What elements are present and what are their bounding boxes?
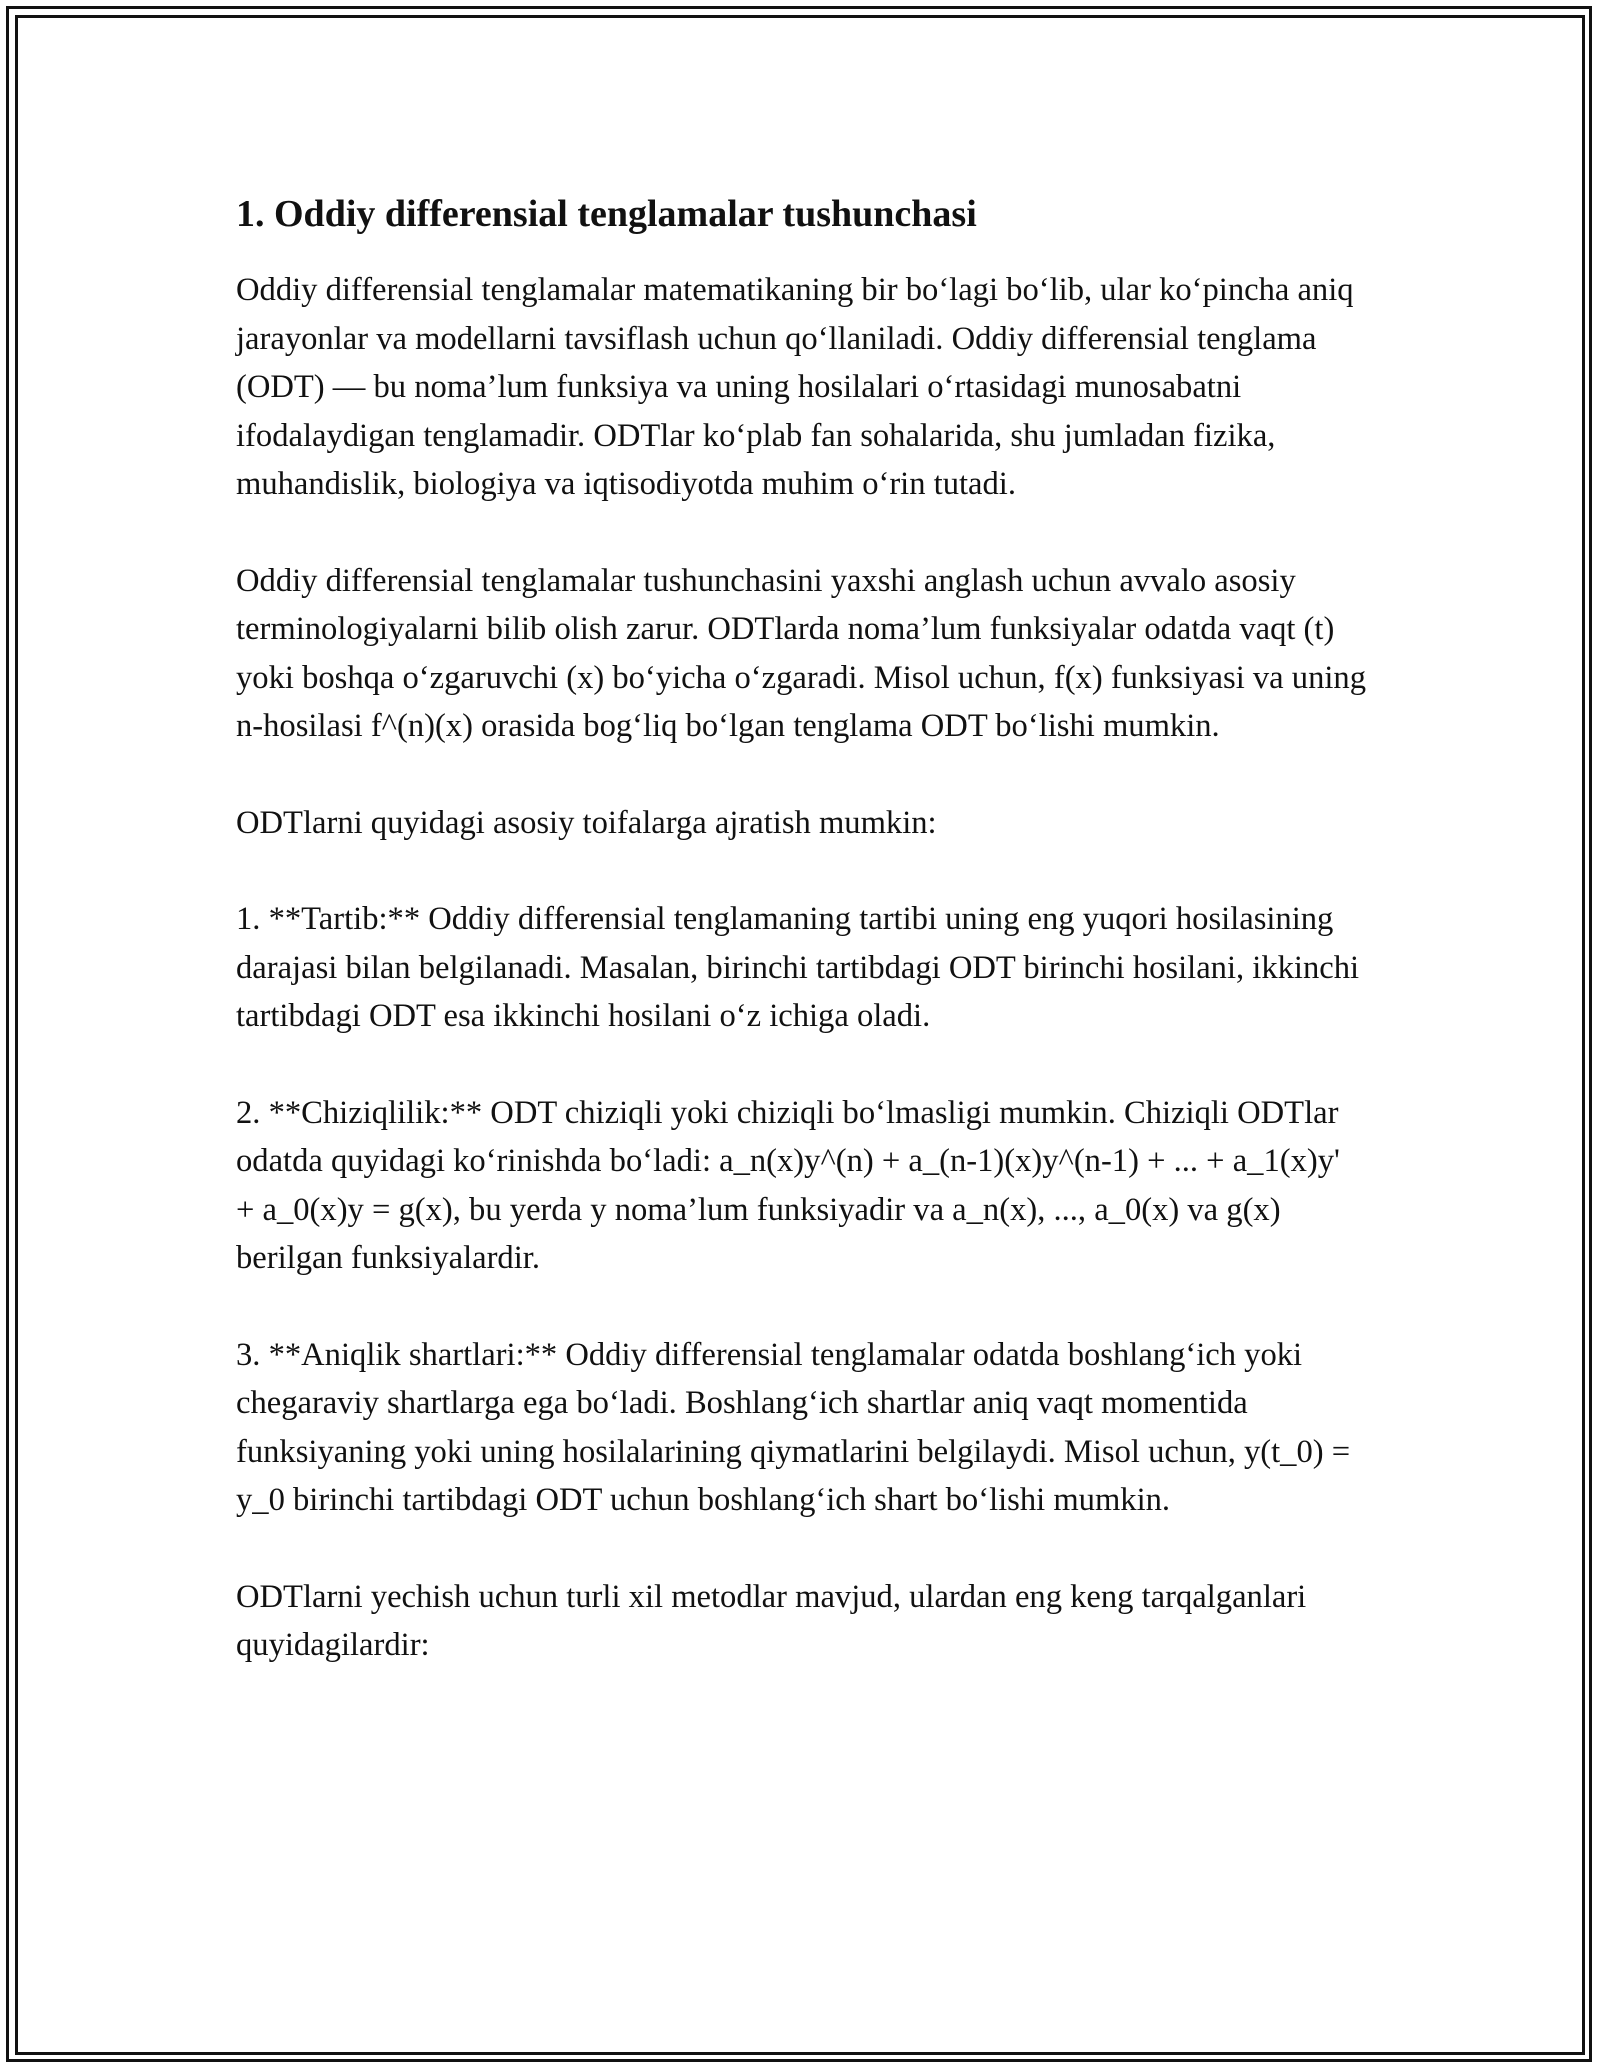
section-heading: 1. Oddiy differensial tenglamalar tushunchasi [236, 193, 977, 235]
list-item-linearity: 2. **Chiziqlilik:** ODT chiziqli yoki chiziqli bo‘lmasligi mumkin. Chiziqli ODTlar odatda quyidagi ko‘rinishda bo‘ladi: a_n(x)y^(n) + a_(n-1)(x)y^(n-1) + ... + a_1(x)y' + a_0(x)y = g(x), bu yerda y noma’lum funksiyadir va a_n(x), ..., a_0(x) va g(x) berilgan funksiyalardir. [236, 1094, 1340, 1276]
paragraph-terminology: Oddiy differensial tenglamalar tushunchasini yaxshi anglash uchun avvalo asosiy terminologiyalarni bilib olish zarur. ODTlarda noma’lum funksiyalar odatda vaqt (t) yoki boshqa o‘zgaruvchi (x) bo‘yicha o‘zgaradi. Misol uchun, f(x) funksiyasi va uning n-hosilasi f^(n)(x) orasida bog‘liq bo‘lgan tenglama ODT bo‘lishi mumkin. [236, 562, 1366, 744]
paragraph-intro: Oddiy differensial tenglamalar matematikaning bir bo‘lagi bo‘lib, ular ko‘pincha aniq jarayonlar va modellarni tavsiflash uchun qo‘llaniladi. Oddiy differensial tenglama (ODT) — bu noma’lum funksiya va uning hosilalari o‘rtasidagi munosabatni ifodalaydigan tenglamadir. ODTlar ko‘plab fan sohalarida, shu jumladan fizika, muhandislik, biologiya va iqtisodiyotda muhim o‘rin tutadi. [236, 272, 1354, 502]
list-item-order: 1. **Tartib:** Oddiy differensial tenglamaning tartibi uning eng yuqori hosilasining darajasi bilan belgilanadi. Masalan, birinchi tartibdagi ODT birinchi hosilani, ikkinchi tartibdagi ODT esa ikkinchi hosilani o‘z ichiga oladi. [236, 901, 1360, 1034]
list-item-conditions: 3. **Aniqlik shartlari:** Oddiy differensial tenglamalar odatda boshlang‘ich yoki chegaraviy shartlarga ega bo‘ladi. Boshlang‘ich shartlar aniq vaqt momentida funksiyaning yoki uning hosilalarining qiymatlarini belgilaydi. Misol uchun, y(t_0) = y_0 birinchi tartibdagi ODT uchun boshlang‘ich shart bo‘lishi mumkin. [236, 1336, 1351, 1518]
document-body [236, 190, 1366, 1718]
paragraph-categories-intro: ODTlarni quyidagi asosiy toifalarga ajratish mumkin: [236, 804, 937, 841]
paragraph-methods-intro: ODTlarni yechish uchun turli xil metodlar mavjud, ulardan eng keng tarqalganlari quyidagilardir: [236, 1578, 1307, 1663]
